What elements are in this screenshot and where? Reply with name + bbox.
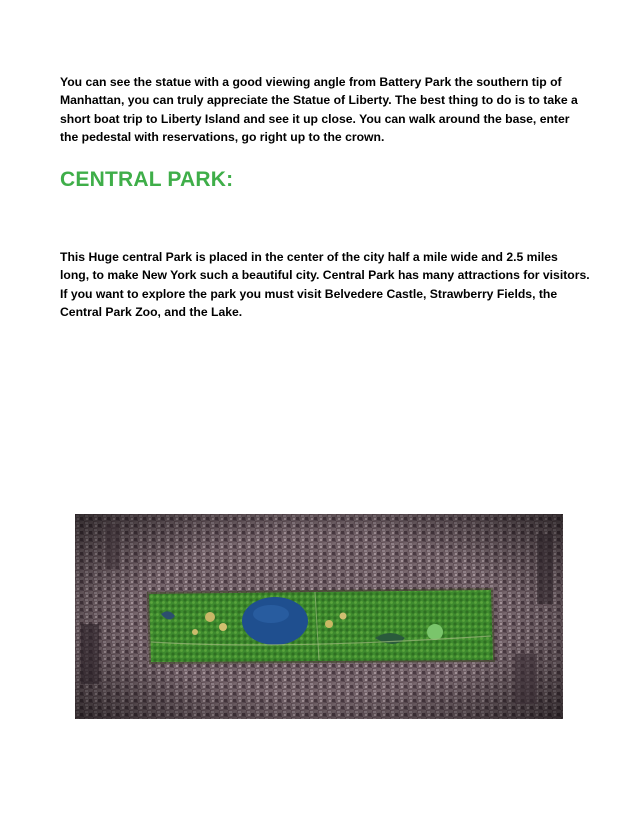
statue-of-liberty-paragraph: You can see the statue with a good viewing angle from Battery Park the southern tip of Manhattan, you can truly appreciate the Statue of Liberty. The best thing to do is to take a short boat trip to Liberty Island and see it up close. You can walk around the base, enter the pedestal with reservations, go right up to the crown. — [60, 75, 578, 145]
central-park-heading: CENTRAL PARK: — [60, 168, 234, 191]
central-park-aerial-photo — [75, 514, 563, 719]
central-park-paragraph: This Huge central Park is placed in the center of the city half a mile wide and 2.5 miles long, to make New York such a beautiful city. Central Park has many attractions for visitors. If you want to explore the park you must visit Belvedere Castle, Strawberry Fields, the Central Park Zoo, and the Lake. — [60, 250, 590, 320]
